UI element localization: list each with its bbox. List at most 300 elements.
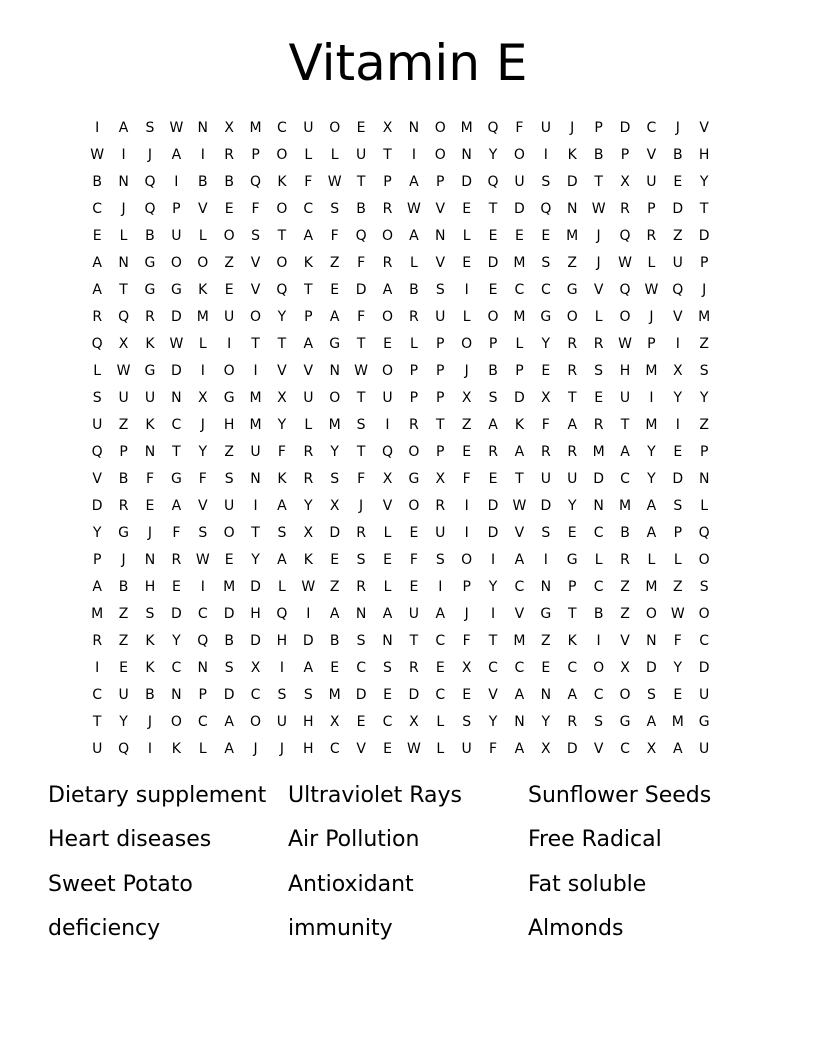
grid-letter[interactable]: M bbox=[671, 713, 684, 730]
grid-letter[interactable]: G bbox=[566, 281, 578, 298]
grid-letter[interactable]: L bbox=[462, 227, 471, 244]
grid-letter[interactable]: K bbox=[303, 551, 313, 568]
grid-letter[interactable]: U bbox=[540, 119, 551, 136]
grid-letter[interactable]: A bbox=[277, 551, 287, 568]
grid-letter[interactable]: M bbox=[645, 578, 658, 595]
grid-letter[interactable]: A bbox=[646, 713, 657, 730]
grid-letter[interactable]: M bbox=[328, 416, 341, 433]
grid-letter[interactable]: V bbox=[514, 605, 525, 622]
grid-letter[interactable]: Y bbox=[647, 443, 656, 460]
grid-letter[interactable]: C bbox=[620, 470, 630, 487]
grid-letter[interactable]: E bbox=[462, 686, 472, 703]
grid-letter[interactable]: D bbox=[646, 659, 657, 676]
grid-letter[interactable]: B bbox=[672, 146, 683, 163]
grid-letter[interactable]: F bbox=[357, 470, 366, 487]
grid-letter[interactable]: M bbox=[249, 119, 262, 136]
grid-letter[interactable]: X bbox=[224, 119, 234, 136]
grid-letter[interactable]: N bbox=[514, 713, 525, 730]
grid-letter[interactable]: L bbox=[409, 254, 418, 271]
grid-letter[interactable]: T bbox=[277, 227, 287, 244]
grid-letter[interactable]: O bbox=[250, 713, 262, 730]
grid-letter[interactable]: V bbox=[197, 497, 208, 514]
grid-letter[interactable]: Z bbox=[118, 632, 129, 649]
grid-letter[interactable]: U bbox=[672, 254, 683, 271]
grid-letter[interactable]: O bbox=[434, 146, 446, 163]
grid-letter[interactable]: S bbox=[541, 524, 551, 541]
grid-letter[interactable]: Y bbox=[541, 335, 551, 352]
grid-letter[interactable]: U bbox=[435, 524, 446, 541]
grid-letter[interactable]: W bbox=[90, 146, 105, 163]
grid-letter[interactable]: Z bbox=[224, 443, 234, 460]
grid-letter[interactable]: D bbox=[672, 200, 684, 217]
grid-letter[interactable]: L bbox=[330, 146, 339, 163]
grid-letter[interactable]: O bbox=[434, 119, 446, 136]
grid-letter[interactable]: M bbox=[566, 227, 579, 244]
grid-letter[interactable]: R bbox=[567, 443, 578, 460]
grid-letter[interactable]: Y bbox=[119, 713, 128, 730]
grid-letter[interactable]: N bbox=[461, 146, 472, 163]
grid-letter[interactable]: N bbox=[197, 119, 208, 136]
grid-letter[interactable]: K bbox=[171, 740, 181, 757]
grid-letter[interactable]: A bbox=[514, 740, 525, 757]
grid-letter[interactable]: S bbox=[699, 578, 709, 595]
grid-letter[interactable]: J bbox=[121, 551, 126, 568]
grid-letter[interactable]: N bbox=[144, 551, 156, 568]
grid-letter[interactable]: E bbox=[356, 713, 366, 730]
grid-letter[interactable]: M bbox=[513, 308, 526, 325]
grid-letter[interactable]: O bbox=[170, 254, 182, 271]
grid-letter[interactable]: T bbox=[251, 524, 260, 541]
grid-letter[interactable]: D bbox=[302, 632, 314, 649]
grid-letter[interactable]: O bbox=[566, 308, 578, 325]
grid-letter[interactable]: E bbox=[541, 659, 551, 676]
grid-letter[interactable]: D bbox=[619, 119, 631, 136]
grid-letter[interactable]: C bbox=[593, 524, 604, 541]
grid-letter[interactable]: S bbox=[541, 173, 551, 190]
grid-letter[interactable]: Z bbox=[672, 578, 683, 595]
grid-letter[interactable]: R bbox=[382, 200, 393, 217]
grid-letter[interactable]: J bbox=[200, 416, 205, 433]
grid-letter[interactable]: R bbox=[171, 551, 182, 568]
grid-letter[interactable]: Y bbox=[567, 497, 577, 514]
grid-letter[interactable]: J bbox=[359, 497, 364, 514]
grid-letter[interactable]: U bbox=[118, 686, 129, 703]
grid-letter[interactable]: S bbox=[699, 362, 709, 379]
grid-letter[interactable]: Q bbox=[118, 308, 130, 325]
grid-letter[interactable]: G bbox=[144, 254, 156, 271]
grid-letter[interactable]: L bbox=[462, 308, 471, 325]
grid-letter[interactable]: R bbox=[488, 443, 498, 460]
grid-letter[interactable]: S bbox=[303, 686, 313, 703]
grid-letter[interactable]: R bbox=[382, 254, 393, 271]
grid-letter[interactable]: C bbox=[567, 659, 578, 676]
grid-letter[interactable]: P bbox=[673, 524, 683, 541]
grid-letter[interactable]: E bbox=[330, 281, 340, 298]
grid-letter[interactable]: T bbox=[620, 416, 630, 433]
grid-letter[interactable]: N bbox=[144, 443, 156, 460]
grid-letter[interactable]: D bbox=[91, 497, 103, 514]
grid-letter[interactable]: M bbox=[698, 308, 711, 325]
grid-letter[interactable]: D bbox=[672, 470, 684, 487]
grid-letter[interactable]: T bbox=[304, 281, 313, 298]
grid-letter[interactable]: W bbox=[406, 200, 421, 217]
grid-letter[interactable]: X bbox=[277, 389, 287, 406]
grid-letter[interactable]: D bbox=[487, 524, 499, 541]
grid-letter[interactable]: X bbox=[541, 740, 551, 757]
grid-letter[interactable]: F bbox=[330, 227, 339, 244]
grid-letter[interactable]: N bbox=[197, 659, 208, 676]
grid-letter[interactable]: Y bbox=[673, 659, 683, 676]
grid-letter[interactable]: A bbox=[409, 173, 419, 190]
grid-letter[interactable]: C bbox=[382, 713, 393, 730]
grid-letter[interactable]: L bbox=[594, 308, 603, 325]
grid-letter[interactable]: D bbox=[566, 173, 578, 190]
grid-letter[interactable]: C bbox=[171, 659, 182, 676]
grid-letter[interactable]: C bbox=[197, 713, 208, 730]
grid-letter[interactable]: I bbox=[253, 497, 258, 514]
grid-letter[interactable]: O bbox=[619, 308, 631, 325]
grid-letter[interactable]: I bbox=[95, 119, 100, 136]
grid-letter[interactable]: E bbox=[515, 227, 524, 244]
grid-letter[interactable]: A bbox=[303, 227, 314, 244]
grid-letter[interactable]: D bbox=[514, 389, 525, 406]
grid-letter[interactable]: M bbox=[513, 254, 526, 271]
grid-letter[interactable]: R bbox=[303, 443, 314, 460]
grid-letter[interactable]: Q bbox=[144, 200, 156, 217]
grid-letter[interactable]: U bbox=[118, 389, 129, 406]
grid-letter[interactable]: T bbox=[277, 335, 287, 352]
grid-letter[interactable]: E bbox=[330, 659, 340, 676]
grid-letter[interactable]: C bbox=[514, 281, 525, 298]
grid-letter[interactable]: Y bbox=[647, 470, 656, 487]
grid-letter[interactable]: I bbox=[490, 605, 496, 622]
grid-letter[interactable]: U bbox=[699, 686, 710, 703]
grid-letter[interactable]: T bbox=[92, 713, 102, 730]
grid-letter[interactable]: Y bbox=[699, 173, 709, 190]
grid-letter[interactable]: Q bbox=[619, 227, 631, 244]
grid-letter[interactable]: V bbox=[382, 497, 393, 514]
grid-letter[interactable]: Y bbox=[488, 713, 498, 730]
grid-letter[interactable]: P bbox=[436, 335, 445, 352]
grid-letter[interactable]: F bbox=[515, 119, 524, 136]
grid-letter[interactable]: P bbox=[251, 146, 260, 163]
grid-letter[interactable]: G bbox=[170, 281, 182, 298]
grid-letter[interactable]: Q bbox=[355, 227, 367, 244]
grid-letter[interactable]: J bbox=[675, 119, 680, 136]
grid-letter[interactable]: G bbox=[144, 281, 156, 298]
grid-letter[interactable]: E bbox=[488, 281, 498, 298]
grid-letter[interactable]: L bbox=[198, 740, 207, 757]
grid-letter[interactable]: S bbox=[462, 713, 472, 730]
grid-letter[interactable]: K bbox=[145, 335, 155, 352]
grid-letter[interactable]: P bbox=[488, 335, 498, 352]
grid-letter[interactable]: T bbox=[356, 389, 366, 406]
grid-letter[interactable]: M bbox=[249, 389, 262, 406]
grid-letter[interactable]: J bbox=[464, 605, 469, 622]
grid-letter[interactable]: A bbox=[514, 443, 525, 460]
grid-letter[interactable]: V bbox=[303, 362, 314, 379]
grid-letter[interactable]: X bbox=[620, 173, 630, 190]
grid-letter[interactable]: A bbox=[329, 308, 340, 325]
grid-letter[interactable]: C bbox=[171, 416, 182, 433]
grid-letter[interactable]: S bbox=[224, 659, 234, 676]
grid-letter[interactable]: A bbox=[567, 416, 578, 433]
grid-letter[interactable]: E bbox=[224, 281, 234, 298]
grid-letter[interactable]: P bbox=[383, 173, 392, 190]
grid-letter[interactable]: B bbox=[329, 632, 340, 649]
grid-letter[interactable]: B bbox=[224, 173, 234, 190]
grid-letter[interactable]: V bbox=[92, 470, 102, 487]
grid-letter[interactable]: Z bbox=[118, 416, 129, 433]
grid-letter[interactable]: U bbox=[619, 389, 631, 406]
grid-letter[interactable]: C bbox=[92, 686, 103, 703]
grid-letter[interactable]: A bbox=[567, 686, 578, 703]
grid-letter[interactable]: C bbox=[197, 605, 208, 622]
grid-letter[interactable]: T bbox=[567, 605, 577, 622]
grid-letter[interactable]: S bbox=[488, 389, 498, 406]
grid-letter[interactable]: O bbox=[487, 308, 499, 325]
grid-letter[interactable]: E bbox=[92, 227, 102, 244]
grid-letter[interactable]: I bbox=[411, 146, 416, 163]
grid-letter[interactable]: I bbox=[649, 389, 654, 406]
grid-letter[interactable]: S bbox=[541, 254, 551, 271]
grid-letter[interactable]: Z bbox=[699, 416, 709, 433]
grid-letter[interactable]: L bbox=[673, 551, 682, 568]
grid-letter[interactable]: R bbox=[620, 551, 630, 568]
grid-letter[interactable]: K bbox=[303, 254, 313, 271]
grid-letter[interactable]: Q bbox=[672, 281, 684, 298]
grid-letter[interactable]: Q bbox=[197, 632, 209, 649]
grid-letter[interactable]: S bbox=[330, 470, 340, 487]
grid-letter[interactable]: G bbox=[329, 335, 341, 352]
grid-letter[interactable]: U bbox=[699, 740, 710, 757]
grid-letter[interactable]: S bbox=[383, 659, 392, 676]
grid-letter[interactable]: L bbox=[304, 146, 313, 163]
grid-letter[interactable]: B bbox=[409, 281, 419, 298]
grid-letter[interactable]: S bbox=[145, 605, 155, 622]
grid-letter[interactable]: J bbox=[279, 740, 284, 757]
grid-letter[interactable]: J bbox=[596, 254, 601, 271]
grid-letter[interactable]: V bbox=[197, 200, 208, 217]
grid-letter[interactable]: S bbox=[145, 119, 155, 136]
grid-letter[interactable]: I bbox=[543, 146, 548, 163]
grid-letter[interactable]: R bbox=[567, 713, 578, 730]
grid-letter[interactable]: P bbox=[304, 308, 313, 325]
grid-letter[interactable]: A bbox=[409, 227, 419, 244]
grid-letter[interactable]: C bbox=[277, 119, 287, 136]
grid-letter[interactable]: E bbox=[488, 227, 498, 244]
grid-letter[interactable]: C bbox=[540, 281, 551, 298]
grid-letter[interactable]: T bbox=[383, 146, 392, 163]
grid-letter[interactable]: N bbox=[171, 686, 182, 703]
grid-letter[interactable]: Y bbox=[541, 713, 551, 730]
grid-letter[interactable]: L bbox=[436, 713, 445, 730]
grid-letter[interactable]: S bbox=[435, 551, 445, 568]
grid-letter[interactable]: K bbox=[567, 632, 577, 649]
grid-letter[interactable]: E bbox=[673, 173, 683, 190]
grid-letter[interactable]: B bbox=[197, 173, 208, 190]
grid-letter[interactable]: X bbox=[435, 470, 446, 487]
grid-letter[interactable]: Z bbox=[699, 335, 709, 352]
grid-letter[interactable]: M bbox=[592, 443, 605, 460]
grid-letter[interactable]: G bbox=[619, 713, 631, 730]
grid-letter[interactable]: I bbox=[200, 362, 205, 379]
grid-letter[interactable]: K bbox=[277, 173, 287, 190]
grid-letter[interactable]: A bbox=[488, 416, 498, 433]
grid-letter[interactable]: T bbox=[435, 416, 445, 433]
grid-letter[interactable]: Q bbox=[619, 281, 631, 298]
grid-letter[interactable]: O bbox=[276, 146, 288, 163]
grid-letter[interactable]: T bbox=[567, 389, 577, 406]
grid-letter[interactable]: F bbox=[541, 416, 550, 433]
grid-letter[interactable]: B bbox=[118, 470, 129, 487]
grid-letter[interactable]: Z bbox=[461, 416, 472, 433]
grid-letter[interactable]: U bbox=[303, 119, 314, 136]
grid-letter[interactable]: D bbox=[698, 227, 710, 244]
grid-letter[interactable]: E bbox=[330, 551, 340, 568]
grid-letter[interactable]: H bbox=[223, 416, 235, 433]
grid-letter[interactable]: U bbox=[250, 443, 261, 460]
grid-letter[interactable]: P bbox=[462, 578, 471, 595]
grid-letter[interactable]: Q bbox=[91, 443, 103, 460]
grid-letter[interactable]: X bbox=[118, 335, 129, 352]
grid-letter[interactable]: O bbox=[329, 389, 341, 406]
grid-letter[interactable]: O bbox=[461, 551, 473, 568]
grid-letter[interactable]: Q bbox=[144, 173, 156, 190]
grid-letter[interactable]: F bbox=[277, 443, 286, 460]
grid-letter[interactable]: F bbox=[251, 200, 260, 217]
grid-letter[interactable]: A bbox=[224, 713, 234, 730]
grid-letter[interactable]: P bbox=[409, 389, 419, 406]
grid-letter[interactable]: E bbox=[409, 578, 419, 595]
grid-letter[interactable]: R bbox=[593, 335, 604, 352]
grid-letter[interactable]: I bbox=[306, 605, 311, 622]
grid-letter[interactable]: R bbox=[92, 308, 103, 325]
grid-letter[interactable]: K bbox=[145, 659, 155, 676]
grid-letter[interactable]: E bbox=[541, 362, 551, 379]
grid-letter[interactable]: P bbox=[515, 362, 524, 379]
grid-letter[interactable]: E bbox=[383, 740, 392, 757]
grid-letter[interactable]: M bbox=[645, 362, 658, 379]
grid-letter[interactable]: F bbox=[462, 632, 471, 649]
grid-letter[interactable]: R bbox=[409, 416, 419, 433]
grid-letter[interactable]: X bbox=[303, 524, 314, 541]
grid-letter[interactable]: Z bbox=[118, 605, 129, 622]
grid-letter[interactable]: N bbox=[118, 254, 129, 271]
grid-letter[interactable]: V bbox=[593, 740, 604, 757]
grid-letter[interactable]: O bbox=[381, 308, 393, 325]
grid-letter[interactable]: C bbox=[435, 686, 446, 703]
grid-letter[interactable]: W bbox=[406, 740, 421, 757]
grid-letter[interactable]: X bbox=[409, 713, 419, 730]
grid-letter[interactable]: N bbox=[435, 227, 446, 244]
grid-letter[interactable]: D bbox=[355, 281, 367, 298]
grid-letter[interactable]: I bbox=[438, 578, 443, 595]
grid-letter[interactable]: Q bbox=[250, 173, 262, 190]
grid-letter[interactable]: Q bbox=[540, 200, 552, 217]
grid-letter[interactable]: N bbox=[540, 686, 552, 703]
grid-letter[interactable]: O bbox=[619, 686, 631, 703]
grid-letter[interactable]: L bbox=[647, 551, 656, 568]
grid-letter[interactable]: Z bbox=[329, 254, 340, 271]
grid-letter[interactable]: P bbox=[198, 686, 207, 703]
grid-letter[interactable]: V bbox=[250, 254, 261, 271]
grid-letter[interactable]: E bbox=[224, 551, 234, 568]
grid-letter[interactable]: I bbox=[490, 551, 496, 568]
grid-letter[interactable]: F bbox=[357, 308, 366, 325]
grid-letter[interactable]: I bbox=[200, 578, 205, 595]
grid-letter[interactable]: E bbox=[462, 443, 472, 460]
grid-letter[interactable]: I bbox=[174, 173, 179, 190]
grid-letter[interactable]: L bbox=[383, 578, 392, 595]
grid-letter[interactable]: L bbox=[515, 335, 524, 352]
grid-letter[interactable]: A bbox=[435, 605, 446, 622]
grid-letter[interactable]: O bbox=[461, 335, 473, 352]
grid-letter[interactable]: I bbox=[200, 146, 205, 163]
grid-letter[interactable]: R bbox=[593, 416, 604, 433]
grid-letter[interactable]: R bbox=[435, 497, 446, 514]
grid-letter[interactable]: V bbox=[277, 362, 287, 379]
grid-letter[interactable]: W bbox=[618, 335, 632, 352]
grid-letter[interactable]: N bbox=[698, 470, 710, 487]
grid-letter[interactable]: V bbox=[699, 119, 709, 136]
grid-letter[interactable]: J bbox=[121, 200, 126, 217]
grid-letter[interactable]: Y bbox=[488, 146, 498, 163]
grid-letter[interactable]: I bbox=[227, 335, 232, 352]
grid-letter[interactable]: C bbox=[593, 578, 604, 595]
grid-letter[interactable]: U bbox=[646, 173, 657, 190]
grid-letter[interactable]: V bbox=[435, 200, 446, 217]
grid-letter[interactable]: P bbox=[620, 146, 630, 163]
grid-letter[interactable]: S bbox=[673, 497, 683, 514]
grid-letter[interactable]: P bbox=[92, 551, 102, 568]
grid-letter[interactable]: L bbox=[436, 740, 445, 757]
grid-letter[interactable]: J bbox=[147, 524, 153, 541]
grid-letter[interactable]: U bbox=[382, 389, 393, 406]
grid-letter[interactable]: I bbox=[253, 362, 258, 379]
grid-letter[interactable]: U bbox=[276, 713, 288, 730]
grid-letter[interactable]: T bbox=[172, 443, 181, 460]
grid-letter[interactable]: X bbox=[672, 362, 683, 379]
grid-letter[interactable]: E bbox=[409, 524, 419, 541]
grid-letter[interactable]: E bbox=[673, 686, 683, 703]
grid-letter[interactable]: X bbox=[382, 119, 393, 136]
grid-letter[interactable]: Z bbox=[567, 254, 578, 271]
grid-letter[interactable]: V bbox=[673, 308, 683, 325]
grid-letter[interactable]: D bbox=[540, 497, 552, 514]
grid-letter[interactable]: M bbox=[513, 632, 526, 649]
grid-letter[interactable]: B bbox=[488, 362, 498, 379]
grid-letter[interactable]: M bbox=[223, 578, 236, 595]
grid-letter[interactable]: W bbox=[169, 119, 184, 136]
grid-letter[interactable]: O bbox=[698, 605, 710, 622]
grid-letter[interactable]: W bbox=[327, 173, 342, 190]
grid-letter[interactable]: G bbox=[118, 524, 130, 541]
grid-letter[interactable]: X bbox=[329, 713, 340, 730]
grid-letter[interactable]: J bbox=[596, 227, 601, 244]
grid-letter[interactable]: B bbox=[118, 578, 129, 595]
grid-letter[interactable]: P bbox=[119, 443, 128, 460]
grid-letter[interactable]: U bbox=[224, 497, 235, 514]
grid-letter[interactable]: S bbox=[356, 632, 366, 649]
grid-letter[interactable]: O bbox=[381, 227, 393, 244]
grid-letter[interactable]: R bbox=[145, 308, 155, 325]
grid-letter[interactable]: A bbox=[514, 686, 525, 703]
grid-letter[interactable]: P bbox=[436, 443, 445, 460]
grid-letter[interactable]: T bbox=[594, 173, 603, 190]
grid-letter[interactable]: B bbox=[593, 605, 604, 622]
grid-letter[interactable]: E bbox=[383, 551, 392, 568]
